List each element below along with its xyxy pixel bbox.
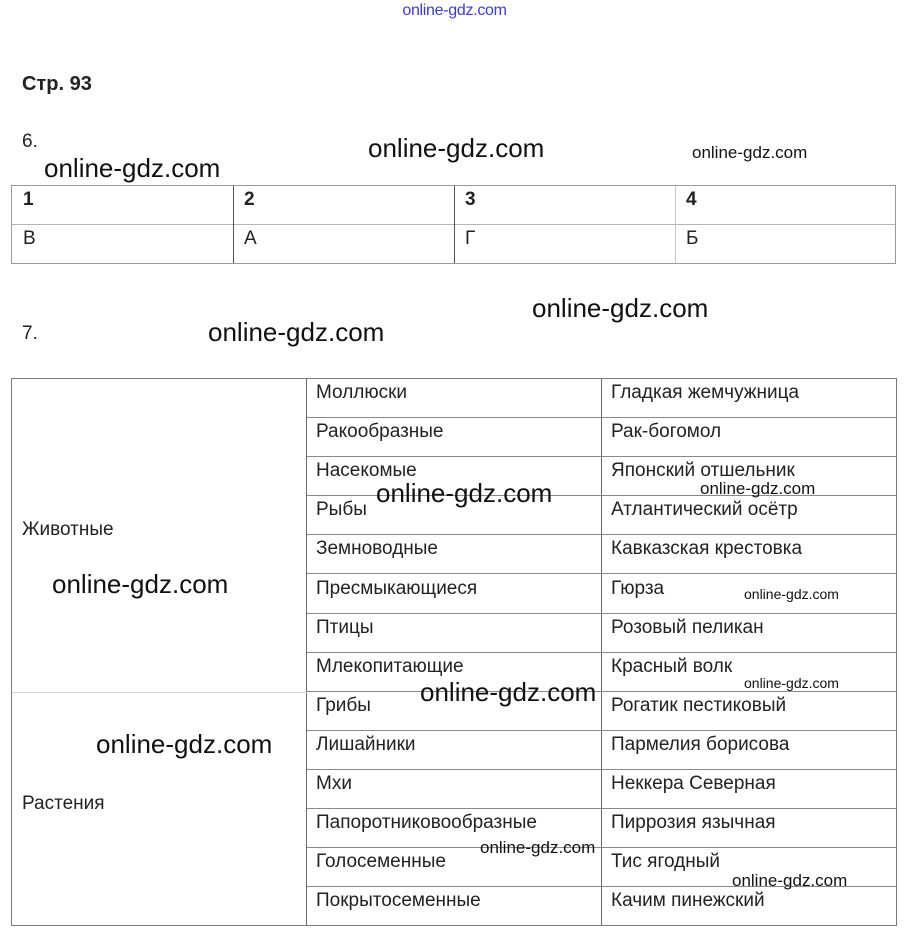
table-header-cell: 4 — [686, 189, 697, 210]
category-label: Животные — [22, 519, 114, 540]
watermark-text: online-gdz.com — [480, 838, 596, 857]
classification-table-7 — [11, 378, 897, 926]
watermark-text: online-gdz.com — [744, 586, 839, 602]
group-name-cell: Рыбы — [316, 499, 367, 521]
group-name-cell: Голосеменные — [316, 851, 446, 873]
watermark-text: online-gdz.com — [420, 677, 597, 707]
page-label: Стр. 93 — [22, 73, 92, 95]
species-name-cell: Красный волк — [611, 655, 733, 677]
table-row — [307, 692, 896, 731]
table-value-cell: В — [23, 228, 36, 249]
species-name-cell: Кавказская крестовка — [611, 538, 803, 560]
answer-table-6 — [11, 185, 896, 264]
group-name-cell: Ракообразные — [316, 421, 444, 443]
group-name-cell: Земноводные — [316, 538, 438, 560]
site-header-link[interactable]: online-gdz.com — [402, 2, 507, 19]
watermark-text: online-gdz.com — [96, 729, 273, 759]
table-row — [307, 770, 896, 809]
group-name-cell: Лишайники — [316, 733, 416, 755]
watermark-text: online-gdz.com — [700, 479, 816, 498]
group-name-cell: Грибы — [316, 694, 371, 716]
species-name-cell: Гюрза — [611, 577, 665, 599]
group-name-cell: Моллюски — [316, 382, 408, 403]
species-name-cell: Гладкая жемчужница — [611, 382, 800, 403]
table-value-cell: А — [244, 228, 257, 249]
table-row — [307, 614, 896, 653]
table-header-cell: 3 — [465, 189, 476, 210]
watermark-text: online-gdz.com — [732, 871, 848, 890]
group-name-cell: Млекопитающие — [316, 655, 464, 677]
question-6-number: 6. — [22, 131, 38, 152]
species-name-cell: Пиррозия язычная — [611, 812, 776, 834]
table-value-cell: Б — [686, 228, 699, 249]
species-name-cell: Рак-богомол — [611, 421, 722, 443]
table-divider — [12, 692, 307, 693]
watermark-text: online-gdz.com — [532, 293, 709, 323]
group-name-cell: Насекомые — [316, 460, 417, 482]
species-name-cell: Неккера Северная — [611, 773, 776, 794]
question-7-number: 7. — [22, 323, 38, 344]
watermark-text: online-gdz.com — [376, 478, 553, 508]
group-name-cell: Пресмыкающиеся — [316, 577, 478, 599]
group-name-cell: Мхи — [316, 773, 352, 794]
table-value-cell: Г — [465, 228, 476, 249]
watermark-text: online-gdz.com — [692, 143, 808, 162]
group-name-cell: Покрытосеменные — [316, 890, 481, 912]
species-name-cell: Японский отшельник — [611, 460, 795, 482]
table-header-cell: 2 — [244, 189, 255, 210]
species-name-cell: Пармелия борисова — [611, 733, 790, 755]
watermark-text: online-gdz.com — [44, 153, 221, 183]
species-name-cell: Атлантический осётр — [611, 499, 798, 521]
group-name-cell: Птицы — [316, 616, 374, 638]
watermark-text: online-gdz.com — [368, 133, 545, 163]
category-label: Растения — [22, 793, 105, 814]
species-name-cell: Розовый пеликан — [611, 616, 764, 638]
species-name-cell: Рогатик пестиковый — [611, 694, 787, 716]
species-name-cell: Тис ягодный — [611, 851, 720, 873]
species-name-cell: Качим пинежский — [611, 890, 765, 912]
watermark-text: online-gdz.com — [208, 317, 385, 347]
group-name-cell: Папоротниковообразные — [316, 812, 537, 834]
watermark-text: online-gdz.com — [744, 675, 839, 691]
table-header-cell: 1 — [23, 189, 34, 210]
watermark-text: online-gdz.com — [52, 569, 229, 599]
